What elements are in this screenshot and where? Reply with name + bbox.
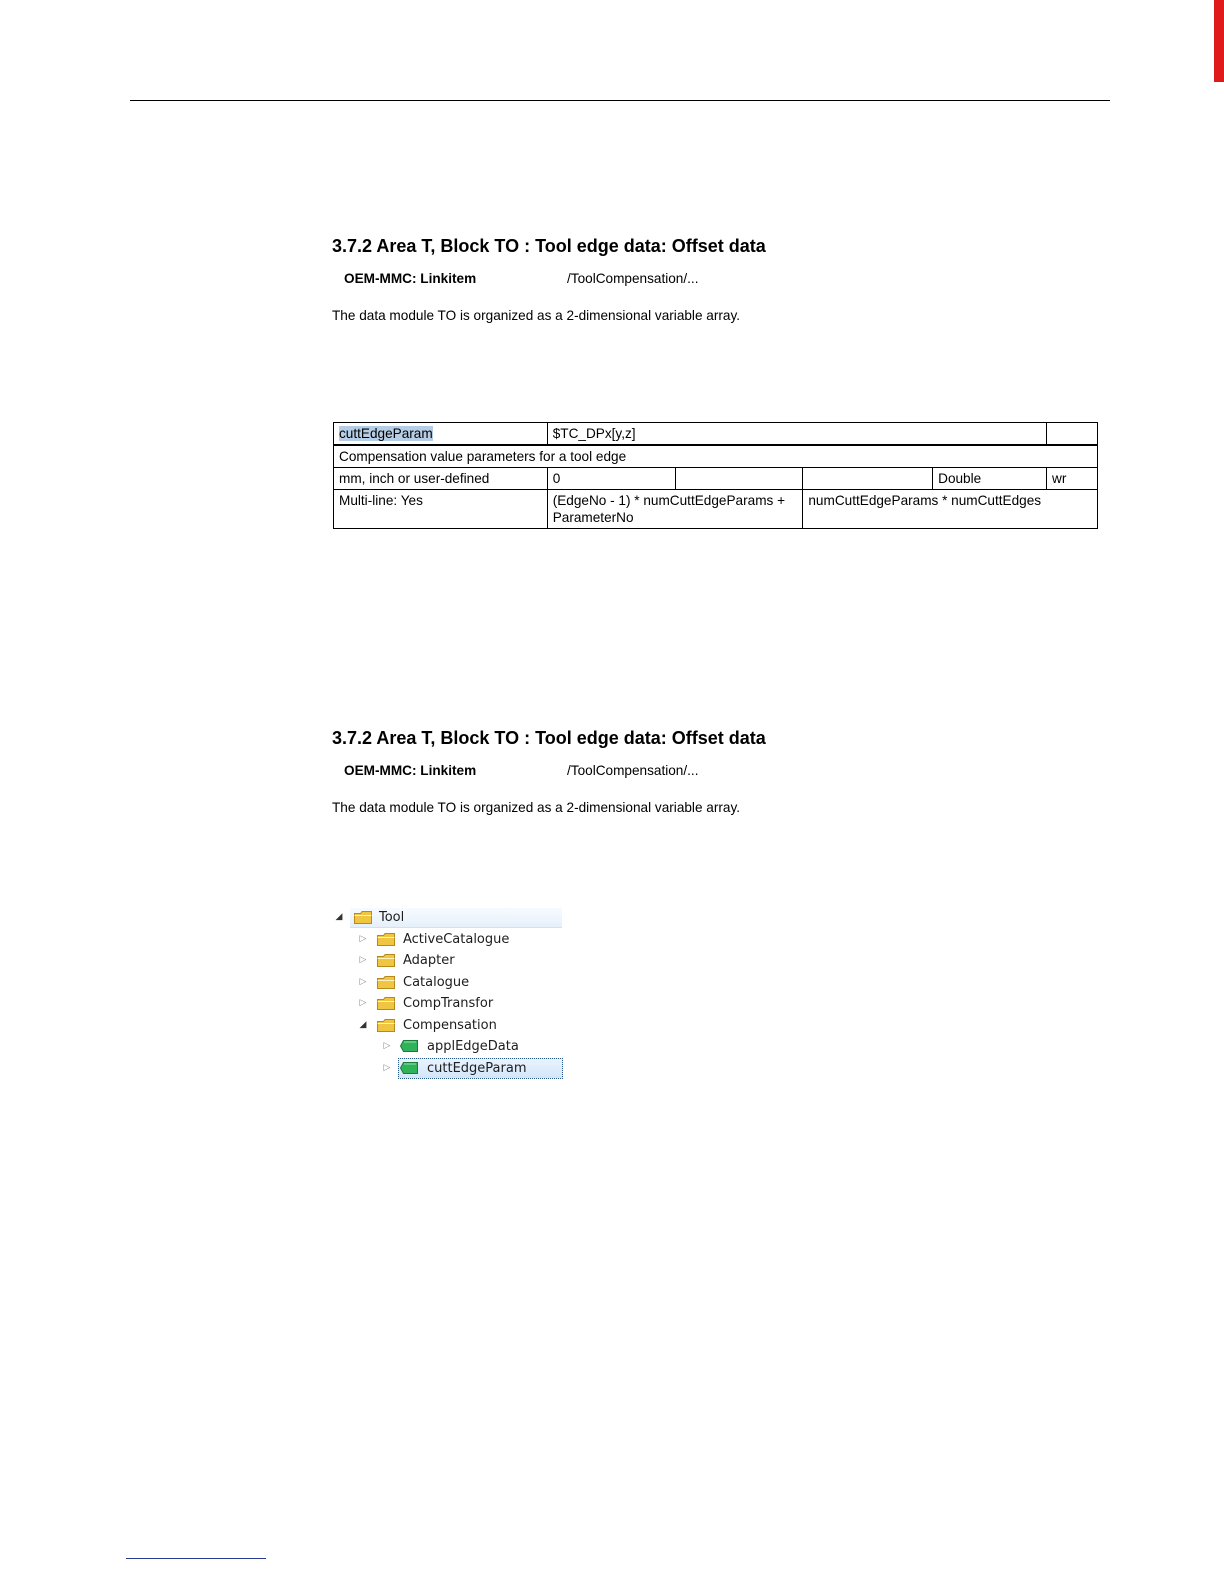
table-row	[334, 490, 1098, 529]
collapsed-arrow-icon[interactable]: ▷	[359, 955, 367, 965]
section-2	[332, 727, 766, 815]
empty-cell	[803, 468, 933, 490]
collapsed-arrow-icon[interactable]: ▷	[359, 933, 367, 944]
folder-icon	[354, 911, 372, 924]
table-row	[334, 468, 1098, 490]
tree-node-label: Tool	[379, 910, 405, 925]
linkitem-label: OEM-MMC: Linkitem	[344, 763, 477, 778]
header-rule	[130, 100, 1110, 101]
table-row	[334, 423, 1098, 446]
parameter-tag-icon	[400, 1062, 418, 1074]
param-variable: $TC_DPx[y,z]	[547, 423, 1046, 446]
folder-icon	[377, 997, 395, 1010]
page-edge-marker	[1214, 0, 1224, 82]
footer-link-rule	[126, 1558, 266, 1559]
expanded-arrow-icon[interactable]: ◢	[335, 912, 343, 922]
param-datatype: Double	[933, 468, 1047, 490]
tree-view	[332, 907, 564, 1079]
param-name: cuttEdgeParam	[339, 426, 433, 441]
expanded-arrow-icon[interactable]: ◢	[359, 1019, 367, 1030]
param-default: 0	[547, 468, 675, 490]
linkitem-value: /ToolCompensation/...	[567, 271, 699, 286]
tree-node-tool[interactable]	[332, 907, 564, 929]
empty-cell	[675, 468, 803, 490]
folder-icon	[377, 954, 395, 967]
linkitem-label: OEM-MMC: Linkitem	[344, 271, 477, 286]
param-unit: mm, inch or user-defined	[334, 468, 548, 490]
tree-node-adapter[interactable]	[332, 950, 564, 972]
param-index-formula: (EdgeNo - 1) * numCuttEdgeParams + ParameterNo	[547, 490, 803, 529]
section-heading: 3.7.2 Area T, Block TO : Tool edge data: Offset data	[332, 236, 766, 256]
tree-node-compensation[interactable]	[332, 1015, 564, 1037]
param-access: wr	[1047, 468, 1098, 490]
table-row	[334, 445, 1098, 468]
parameter-tag-icon	[400, 1040, 418, 1052]
tree-node-comptransfor[interactable]	[332, 993, 564, 1015]
tree-node-label: CompTransfor	[403, 996, 494, 1011]
empty-cell	[1047, 423, 1098, 446]
param-description: Compensation value parameters for a tool edge	[334, 445, 1098, 468]
folder-icon	[377, 933, 395, 946]
tree-node-label: Adapter	[403, 953, 455, 968]
section-heading: 3.7.2 Area T, Block TO : Tool edge data: Offset data	[332, 728, 766, 748]
collapsed-arrow-icon[interactable]: ▷	[359, 976, 367, 987]
linkitem-row	[332, 763, 766, 781]
param-count-formula: numCuttEdgeParams * numCuttEdges	[803, 490, 1098, 529]
linkitem-row	[332, 271, 766, 289]
collapsed-arrow-icon[interactable]: ▷	[383, 1041, 391, 1051]
tree-node-label: applEdgeData	[427, 1039, 519, 1054]
section-1	[332, 235, 766, 323]
collapsed-arrow-icon[interactable]: ▷	[383, 1062, 391, 1073]
folder-icon	[377, 976, 395, 989]
tree-node-cuttedgeparam[interactable]	[332, 1058, 564, 1080]
tree-node-label: cuttEdgeParam	[427, 1060, 527, 1076]
linkitem-value: /ToolCompensation/...	[567, 763, 699, 778]
tree-node-label: Compensation	[403, 1017, 497, 1033]
tree-node-appledgedata[interactable]	[332, 1036, 564, 1058]
param-multiline: Multi-line: Yes	[334, 490, 548, 529]
tree-node-label: ActiveCatalogue	[403, 931, 510, 947]
folder-icon	[377, 1019, 395, 1032]
collapsed-arrow-icon[interactable]: ▷	[359, 998, 367, 1008]
section-description: The data module TO is organized as a 2-dimensional variable array.	[332, 308, 741, 323]
parameter-table	[333, 422, 1098, 529]
tree-node-activecatalogue[interactable]	[332, 929, 564, 951]
section-description: The data module TO is organized as a 2-dimensional variable array.	[332, 800, 741, 815]
tree-node-label: Catalogue	[403, 974, 470, 990]
param-name-cell	[334, 423, 548, 446]
tree-node-catalogue[interactable]	[332, 972, 564, 994]
